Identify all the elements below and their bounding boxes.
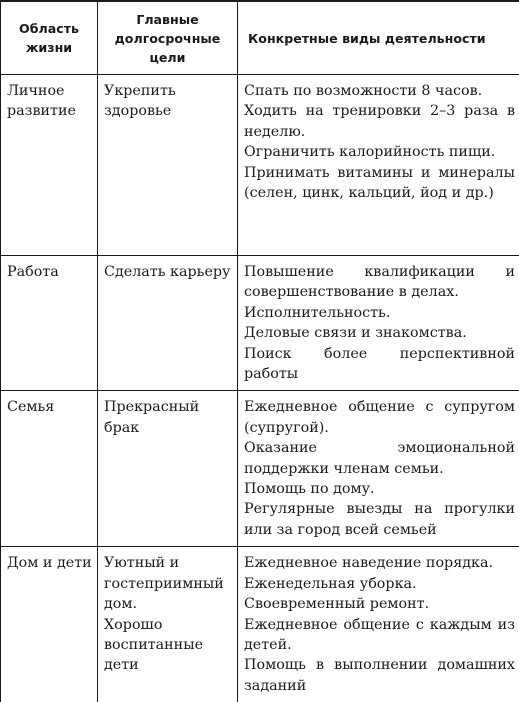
activity-item: Деловые связи и знакомства. [244, 323, 515, 343]
goal-item: Уютный и гостеприимный дом. [104, 553, 233, 614]
table-row [1, 75, 519, 256]
header-activities: Конкретные виды деятельности [238, 1, 519, 75]
cell-goal [98, 547, 238, 702]
activity-item: Ограничить калорийность пищи. [244, 142, 515, 162]
goal-item: Хорошо воспитанные дети [104, 615, 233, 676]
table-row [1, 256, 519, 391]
table-row [1, 547, 519, 702]
cell-area: Дом и дети [1, 547, 98, 702]
activity-item: Еженедельная уборка. [244, 574, 515, 594]
table-header-row [1, 1, 519, 75]
activity-item: Своевременный ремонт. [244, 594, 515, 614]
cell-goal: Укрепить здоровье [98, 75, 238, 256]
activity-item: Оказание эмоциональной поддержки членам семьи. [244, 438, 515, 479]
activity-item: Ходить на тренировки 2–3 раза в неделю. [244, 101, 515, 142]
cell-activities [238, 391, 519, 547]
activity-item: Повышение квалификации и совершенствование в делах. [244, 262, 515, 303]
cell-area: Семья [1, 391, 98, 547]
cell-activities [238, 547, 519, 702]
activity-item: Принимать витамины и минералы (селен, цинк, кальций, йод и др.) [244, 163, 515, 204]
activity-item: Помощь в выполнении домашних заданий [244, 655, 515, 696]
activity-item: Регулярные выезды на прогулки или за город всей семьей [244, 499, 515, 540]
activity-item: Ежедневное общение с каждым из детей. [244, 615, 515, 656]
cell-area: Работа [1, 256, 98, 391]
activity-item: Ежедневное наведение порядка. [244, 553, 515, 573]
table-row [1, 391, 519, 547]
activity-item: Поиск более перспективной работы [244, 344, 515, 385]
activity-item: Ежедневное общение с супругом (супругой). [244, 397, 515, 438]
cell-activities [238, 256, 519, 391]
cell-goal: Прекрасный брак [98, 391, 238, 547]
activity-item: Помощь по дому. [244, 479, 515, 499]
activity-item: Исполнительность. [244, 303, 515, 323]
activity-item: Спать по возможности 8 часов. [244, 81, 515, 101]
header-goals: Главные долгосрочные цели [98, 1, 238, 75]
cell-goal: Сделать карьеру [98, 256, 238, 391]
header-area: Область жизни [1, 1, 98, 75]
cell-activities [238, 75, 519, 256]
cell-area: Личное развитие [1, 75, 98, 256]
